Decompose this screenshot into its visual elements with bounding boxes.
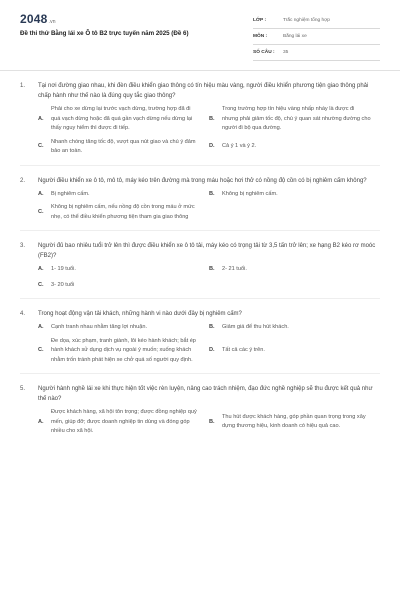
option-text: Nhanh chóng tăng tốc độ, vượt qua nút giao và chú ý đảm bảo an toàn.: [51, 138, 196, 154]
document-header: [0, 0, 400, 70]
question-number: 5.: [20, 386, 26, 392]
question-3: [0, 231, 400, 299]
option-letter: A.: [38, 418, 44, 425]
meta-count-row: [253, 45, 380, 61]
option-letter: C.: [38, 208, 44, 215]
option-text: Không bị nghiêm cấm, nếu nồng độ cồn trong máu ở mức nhẹ, có thể điều khiển phương tiện tham gia giao thông: [51, 204, 195, 220]
question-1: [0, 71, 400, 166]
option-b[interactable]: [209, 323, 380, 333]
option-letter: A.: [38, 190, 44, 197]
site-logo[interactable]: 2048.vn: [20, 12, 56, 26]
option-text: Thu hút được khách hàng, góp phần quan trọng trong xây dựng thương hiệu, kinh doanh có hiệu quả cao.: [222, 413, 366, 430]
option-b[interactable]: [209, 190, 380, 200]
option-c[interactable]: [38, 337, 209, 366]
option-letter: C.: [38, 281, 44, 288]
meta-label: MÔN :: [253, 34, 268, 39]
option-letter: B.: [209, 324, 215, 330]
option-a[interactable]: [38, 190, 209, 200]
meta-subject-row: [253, 29, 380, 45]
option-text: 2- 21 tuổi.: [222, 266, 247, 272]
option-text: Không bị nghiêm cấm.: [222, 190, 278, 197]
option-text: Tất cả các ý trên.: [222, 347, 265, 353]
question-text: Trong hoạt động vận tải khách, những hành vi nào dưới đây bị nghiêm cấm?: [38, 311, 242, 317]
option-letter: B.: [209, 266, 215, 272]
option-letter: C.: [38, 143, 44, 150]
option-a[interactable]: [38, 265, 209, 275]
exam-meta: [253, 13, 380, 61]
option-c[interactable]: [38, 281, 380, 291]
option-letter: D.: [209, 143, 215, 150]
question-text: Tại nơi đường giao nhau, khi đèn điều khiển giao thông có tín hiệu màu vàng, người điều khiển phương tiện giao thông phải chấp hành như thế nào là đúng quy tắc giao thông?: [38, 83, 369, 99]
meta-label: LỚP :: [253, 18, 267, 23]
option-c[interactable]: [38, 203, 210, 222]
meta-value: 35: [283, 50, 289, 55]
option-letter: C.: [38, 347, 44, 353]
question-4: [0, 299, 400, 374]
question-text: Người điều khiển xe ô tô, mô tô, máy kéo trên đường mà trong máu hoặc hơi thở có nồng độ cồn có bị nghiêm cấm không?: [38, 177, 367, 184]
option-text: Cạnh tranh nhau nhằm tăng lợi nhuận.: [51, 324, 148, 330]
question-text: Người hành nghề lái xe khi thực hiện tốt việc rèn luyện, nâng cao trách nhiệm, đạo đức nghề nghiệp sẽ thu được kết quả như thế nào?: [38, 386, 373, 402]
meta-value: Trắc nghiệm tổng hợp: [283, 18, 330, 23]
option-text: 3- 20 tuổi: [51, 281, 75, 288]
option-letter: B.: [209, 418, 215, 425]
option-text: Cả ý 1 và ý 2.: [222, 143, 257, 150]
option-text: Được khách hàng, xã hội tôn trọng; được đồng nghiệp quý mến, giúp đỡ; được doanh nghiệp tin dùng và đóng góp nhiều cho xã hội.: [51, 409, 197, 434]
option-text: Bị nghiêm cấm.: [51, 190, 90, 197]
option-a[interactable]: [38, 323, 209, 333]
meta-value: Bằng lái xe: [283, 34, 307, 39]
question-number: 2.: [20, 177, 26, 184]
option-d[interactable]: [209, 142, 380, 152]
option-letter: D.: [209, 347, 215, 353]
option-a[interactable]: [38, 105, 209, 134]
option-b[interactable]: [209, 413, 380, 432]
option-letter: A.: [38, 266, 44, 272]
option-text: Phải cho xe dừng lại trước vạch dừng, trường hợp đã đi quá vạch dừng hoặc đã quá gần vạch dừng nếu dừng lại thấy nguy hiểm thì được đi tiếp.: [51, 106, 193, 131]
option-b[interactable]: [209, 265, 380, 275]
option-a[interactable]: [38, 408, 209, 437]
question-2: [0, 166, 400, 232]
option-text: Giảm giá để thu hút khách.: [222, 324, 289, 330]
meta-class-row: [253, 13, 380, 29]
question-list: [0, 71, 400, 437]
option-text: Trong trường hợp tín hiệu vàng nhấp nháy là được đi nhưng phải giảm tốc độ, chú ý quan sát nhường đường cho người đi bộ qua đường.: [222, 106, 371, 131]
question-text: Người đủ bao nhiêu tuổi trở lên thì được điều khiển xe ô tô tải, máy kéo có trọng tải từ 3,5 tấn trở lên; xe hạng B2 kéo rơ moóc (FB2)?: [38, 243, 376, 259]
question-number: 1.: [20, 83, 26, 89]
option-letter: B.: [209, 115, 215, 122]
option-b[interactable]: [209, 105, 380, 134]
meta-label: SỐ CÂU :: [253, 50, 275, 55]
option-text: Đe dọa, xúc phạm, tranh giành, lôi kéo hành khách; bắt ép hành khách sử dụng dịch vụ ngoài ý muốn; xuống khách nhằm trốn tránh phát hiện xe chở quá số người quy định.: [51, 337, 196, 363]
question-number: 4.: [20, 311, 26, 317]
option-letter: A.: [38, 115, 44, 122]
option-letter: B.: [209, 190, 215, 197]
question-5: [0, 374, 400, 437]
option-d[interactable]: [209, 346, 380, 356]
option-c[interactable]: [38, 138, 209, 157]
option-letter: A.: [38, 324, 44, 330]
question-number: 3.: [20, 243, 26, 249]
option-text: 1- 19 tuổi.: [51, 266, 76, 272]
exam-title: Đề thi thử Bằng lái xe Ô tô B2 trực tuyến năm 2025 (Đề 6): [20, 30, 189, 37]
